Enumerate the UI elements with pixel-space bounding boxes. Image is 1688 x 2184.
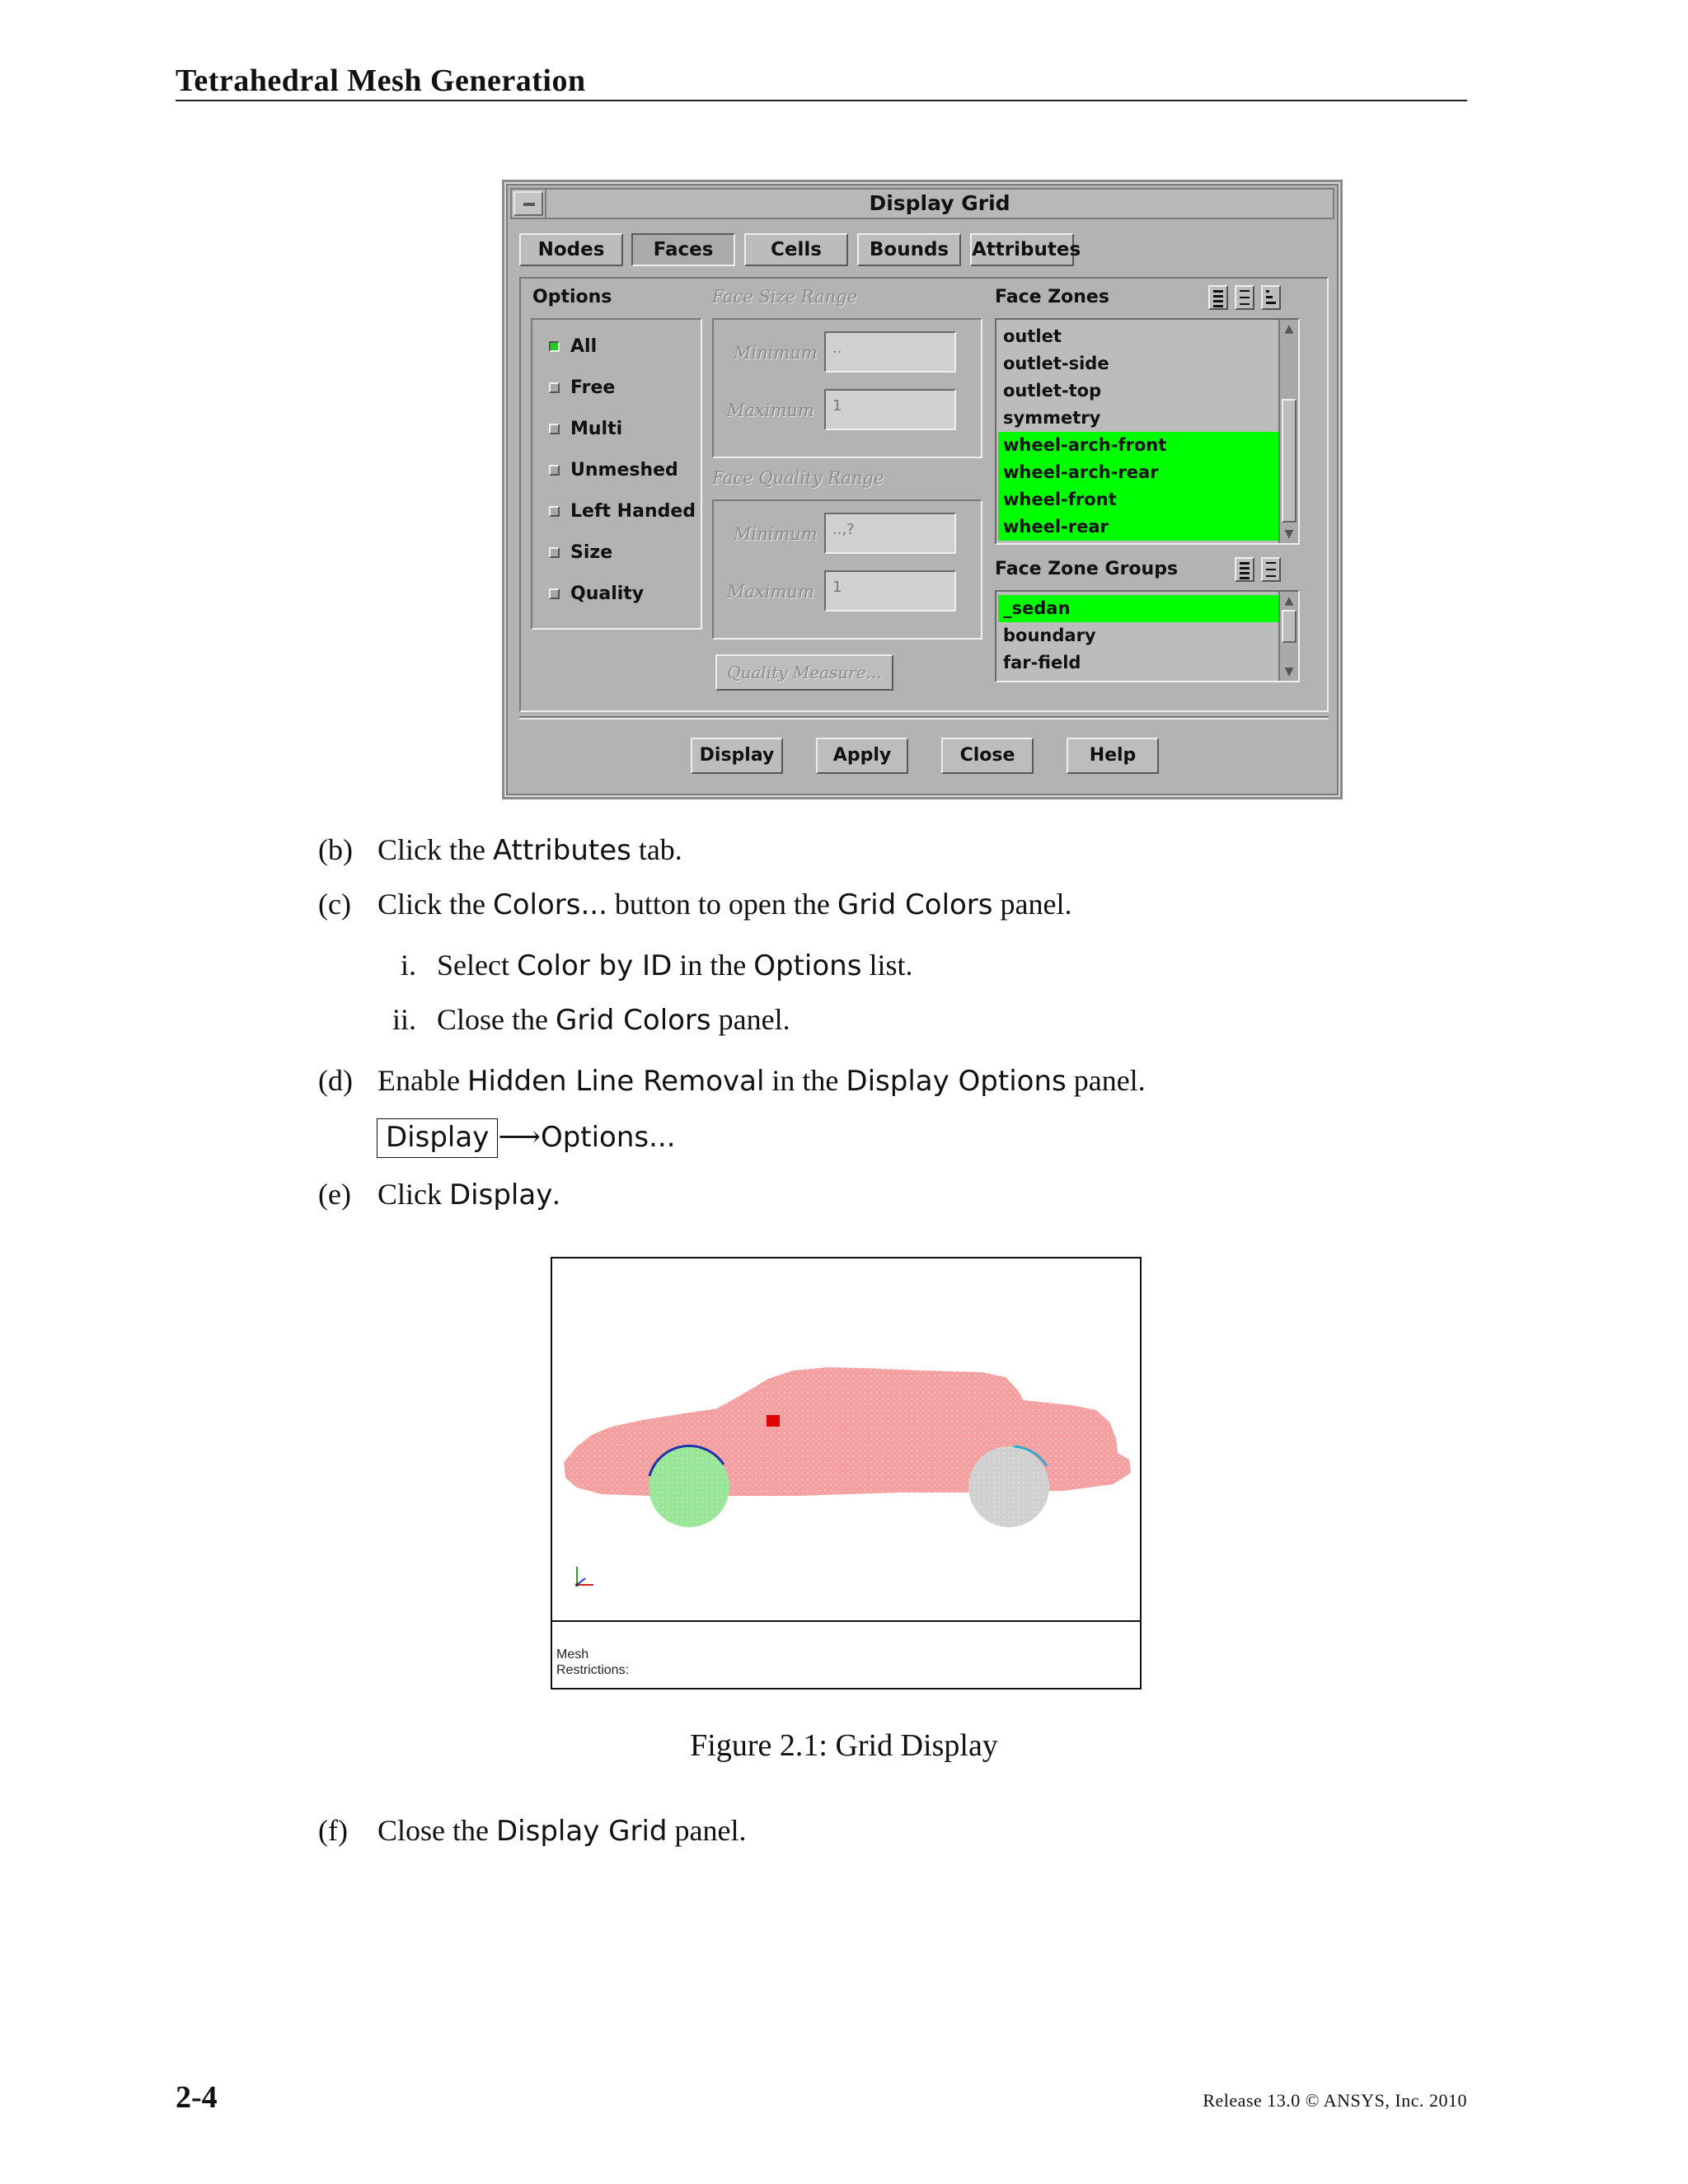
option-free-label: Free: [570, 377, 616, 398]
step-marker: (f): [318, 1814, 348, 1847]
step-text-part: panel.: [710, 1003, 790, 1036]
face-zone-item[interactable]: symmetry: [1003, 408, 1101, 428]
checkbox-size[interactable]: [549, 547, 560, 558]
size-min-label: Minimum: [734, 343, 818, 363]
gui-term: Grid Colors: [837, 888, 993, 921]
step-text-part: Click: [377, 1178, 449, 1211]
face-zone-group-item[interactable]: far-field: [1003, 653, 1081, 673]
rear-wheel: [968, 1446, 1049, 1527]
close-button[interactable]: Close: [941, 738, 1034, 774]
step-text-part: Close the: [377, 1814, 496, 1847]
tab-bounds[interactable]: Bounds: [857, 233, 961, 266]
dialog-title: Display Grid: [545, 190, 1333, 218]
step-text-part: button to open the: [607, 888, 837, 921]
face-zones-scrollbar[interactable]: [1278, 320, 1298, 543]
tab-attributes[interactable]: Attributes: [970, 233, 1074, 266]
quality-max-field[interactable]: 1: [824, 570, 956, 612]
option-all-label: All: [570, 336, 598, 357]
face-zone-group-item[interactable]: _sedan: [998, 595, 1293, 622]
gui-term: Display Options: [846, 1065, 1067, 1098]
grid-display-figure: [551, 1257, 1142, 1690]
face-size-range-group: [712, 318, 982, 458]
option-multi-label: Multi: [570, 419, 623, 439]
tab-faces[interactable]: Faces: [631, 233, 735, 266]
window-menu-button[interactable]: [513, 191, 543, 216]
figure-info-separator: [552, 1620, 1140, 1622]
quality-min-label: Minimum: [734, 524, 818, 544]
menu-options-item: Options...: [540, 1121, 676, 1154]
face-zone-group-item[interactable]: boundary: [1003, 626, 1096, 645]
figure-caption: Figure 2.1: Grid Display: [690, 1728, 998, 1763]
option-left-handed-label: Left Handed: [570, 501, 696, 522]
release-notice: Release 13.0 © ANSYS, Inc. 2010: [1203, 2090, 1467, 2111]
scroll-down-arrow-icon[interactable]: ▼: [1284, 527, 1294, 541]
menu-path: [377, 1119, 676, 1154]
face-zone-item[interactable]: outlet: [1003, 326, 1062, 346]
gui-term: Attributes: [492, 834, 631, 867]
face-zone-item[interactable]: wheel-front: [998, 486, 1293, 513]
step-text-part: Select: [437, 949, 517, 982]
step-text: [437, 1002, 790, 1037]
step-marker: (e): [318, 1178, 351, 1211]
car-mesh-image: [552, 1258, 1140, 1619]
face-zone-item[interactable]: wheel-rear: [998, 513, 1293, 541]
step-text: [377, 887, 1071, 921]
face-zone-item[interactable]: wheel-arch-rear: [998, 459, 1293, 486]
gui-term: Options: [753, 949, 862, 982]
step-text-part: in the: [672, 949, 754, 982]
face-zone-groups-label: Face Zone Groups: [995, 559, 1179, 579]
options-group: [531, 318, 702, 630]
sort-list-icon[interactable]: [1261, 285, 1281, 310]
tab-nodes[interactable]: Nodes: [519, 233, 623, 266]
select-all-icon[interactable]: [1208, 285, 1228, 310]
button-separator: [519, 716, 1329, 719]
axis-triad-icon: [575, 1567, 593, 1586]
deselect-all-icon[interactable]: [1235, 285, 1254, 310]
quality-measure-button[interactable]: Quality Measure...: [715, 654, 893, 691]
step-text-part: panel.: [1066, 1064, 1146, 1097]
checkbox-free[interactable]: [549, 382, 560, 393]
faces-panel: [519, 277, 1329, 712]
step-text-part: .: [552, 1178, 560, 1211]
running-title: Tetrahedral Mesh Generation: [176, 63, 586, 98]
menu-display-box: Display: [377, 1118, 498, 1158]
step-text: [377, 1177, 560, 1212]
step-c-i: [401, 948, 913, 982]
quality-max-label: Maximum: [727, 582, 814, 602]
gui-term: Colors...: [492, 888, 607, 921]
face-zone-item[interactable]: outlet-side: [1003, 354, 1109, 373]
checkbox-quality[interactable]: [549, 588, 560, 599]
option-quality-label: Quality: [570, 583, 645, 604]
apply-button[interactable]: Apply: [816, 738, 908, 774]
header-rule: [176, 100, 1467, 101]
step-text-part: Click the: [377, 888, 493, 921]
step-text-part: Close the: [437, 1003, 556, 1036]
step-text: [377, 832, 682, 867]
step-text-part: panel.: [667, 1814, 747, 1847]
step-text-part: panel.: [992, 888, 1072, 921]
step-marker: ii.: [392, 1003, 417, 1036]
step-text: [437, 948, 912, 982]
step-marker: (d): [318, 1064, 353, 1097]
option-size-label: Size: [570, 542, 613, 563]
deselect-all-groups-icon[interactable]: [1261, 557, 1281, 582]
step-c-ii: [392, 1002, 790, 1037]
checkbox-all[interactable]: [549, 341, 560, 352]
face-zones-list[interactable]: [995, 318, 1300, 545]
face-zone-item[interactable]: wheel-arch-front: [998, 432, 1293, 459]
face-zone-groups-list[interactable]: [995, 590, 1300, 682]
face-size-range-label: Face Size Range: [712, 287, 858, 307]
step-text-part: Click the: [377, 833, 493, 866]
face-zone-item[interactable]: outlet-top: [1003, 381, 1102, 401]
gui-term: Display: [449, 1179, 553, 1212]
step-text-part: Enable: [377, 1064, 467, 1097]
step-marker: (c): [318, 888, 351, 921]
step-text-part: tab.: [631, 833, 682, 866]
tab-cells[interactable]: Cells: [744, 233, 848, 266]
gui-term: Hidden Line Removal: [467, 1065, 765, 1098]
gui-term: Grid Colors: [555, 1004, 711, 1037]
display-button[interactable]: Display: [691, 738, 783, 774]
selection-marker: [767, 1415, 780, 1427]
scroll-up-arrow-icon[interactable]: ▲: [1284, 594, 1294, 607]
step-marker: i.: [401, 949, 417, 982]
option-unmeshed-label: Unmeshed: [570, 460, 678, 480]
step-text: [377, 1813, 746, 1848]
quality-min-field[interactable]: ..,?: [824, 513, 956, 554]
size-max-label: Maximum: [727, 401, 814, 420]
scroll-down-arrow-icon[interactable]: ▼: [1284, 665, 1294, 678]
checkbox-multi[interactable]: [549, 424, 560, 434]
scroll-thumb[interactable]: [1282, 610, 1296, 643]
size-min-field[interactable]: ..: [824, 331, 956, 373]
step-text: [377, 1063, 1146, 1098]
scroll-thumb[interactable]: [1282, 399, 1296, 523]
face-zone-groups-scrollbar[interactable]: [1278, 592, 1298, 681]
gui-term: Color by ID: [516, 949, 673, 982]
dialog-titlebar: [510, 188, 1334, 219]
face-zones-label: Face Zones: [995, 287, 1109, 307]
menu-arrow: ⟶: [498, 1120, 541, 1153]
step-marker: (b): [318, 833, 353, 866]
gui-term: Display Grid: [495, 1815, 668, 1848]
options-label: Options: [532, 287, 612, 307]
page-number: 2-4: [176, 2080, 218, 2115]
scroll-up-arrow-icon[interactable]: ▲: [1284, 322, 1294, 335]
select-all-groups-icon[interactable]: [1235, 557, 1254, 582]
face-quality-range-group: [712, 499, 982, 640]
display-grid-dialog: [502, 180, 1343, 799]
step-text-part: list.: [861, 949, 913, 982]
step-text-part: in the: [764, 1064, 846, 1097]
figure-info-mesh: Mesh: [556, 1647, 589, 1661]
face-quality-range-label: Face Quality Range: [712, 468, 884, 488]
checkbox-left-handed[interactable]: [549, 506, 560, 517]
checkbox-unmeshed[interactable]: [549, 465, 560, 476]
figure-info-restrictions: Restrictions:: [556, 1663, 630, 1677]
help-button[interactable]: Help: [1067, 738, 1159, 774]
size-max-field[interactable]: 1: [824, 389, 956, 430]
